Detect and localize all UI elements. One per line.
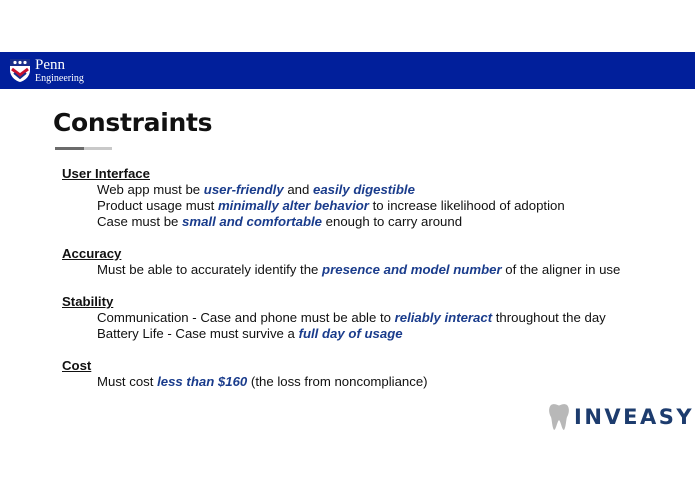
constraint-text: Case must be	[97, 214, 183, 229]
section-stability	[62, 294, 682, 342]
constraint-text: Communication - Case and phone must be able to	[97, 310, 395, 325]
title-underline	[55, 147, 112, 150]
constraint-text: of the aligner in use	[501, 262, 621, 277]
logo-penn-text: Penn	[35, 56, 65, 73]
constraint-line	[62, 198, 682, 214]
section-accuracy	[62, 246, 682, 278]
inveasy-logo	[548, 402, 694, 432]
penn-shield-icon	[9, 58, 31, 83]
emphasis-text: easily digestible	[313, 182, 415, 197]
constraint-line	[62, 182, 682, 198]
constraint-line	[62, 374, 682, 390]
emphasis-text: less than $160	[157, 374, 248, 389]
constraint-text: Web app must be	[97, 182, 204, 197]
section-heading: Stability	[62, 294, 114, 309]
header-banner	[0, 52, 695, 89]
tooth-icon	[548, 403, 570, 431]
section-heading: Cost	[62, 358, 92, 373]
emphasis-text: presence and model number	[322, 262, 502, 277]
emphasis-text: reliably interact	[394, 310, 493, 325]
brand-name: INVEASY	[574, 405, 695, 429]
section-heading: Accuracy	[62, 246, 122, 261]
constraint-text: (the loss from noncompliance)	[247, 374, 428, 389]
emphasis-text: full day of usage	[298, 326, 403, 341]
constraint-line	[62, 326, 682, 342]
constraint-line	[62, 262, 682, 278]
constraint-text: Must be able to accurately identify the	[97, 262, 323, 277]
constraint-text: and	[283, 182, 314, 197]
emphasis-text: user-friendly	[203, 182, 284, 197]
logo-engineering-text: Engineering	[35, 72, 84, 84]
constraint-text: throughout the day	[492, 310, 606, 325]
emphasis-text: minimally alter behavior	[217, 198, 369, 213]
constraint-text: Must cost	[97, 374, 158, 389]
penn-engineering-logo	[9, 55, 84, 86]
constraint-text: Product usage must	[97, 198, 218, 213]
section-user-interface	[62, 166, 682, 230]
constraint-text: Battery Life - Case must survive a	[97, 326, 299, 341]
constraints-list	[62, 166, 682, 406]
constraint-line	[62, 310, 682, 326]
section-heading: User Interface	[62, 166, 150, 181]
constraint-text: enough to carry around	[322, 214, 463, 229]
section-cost	[62, 358, 682, 390]
constraint-line	[62, 214, 682, 230]
emphasis-text: small and comfortable	[182, 214, 323, 229]
constraint-text: to increase likelihood of adoption	[368, 198, 565, 213]
slide-title: Constraints	[53, 108, 213, 137]
